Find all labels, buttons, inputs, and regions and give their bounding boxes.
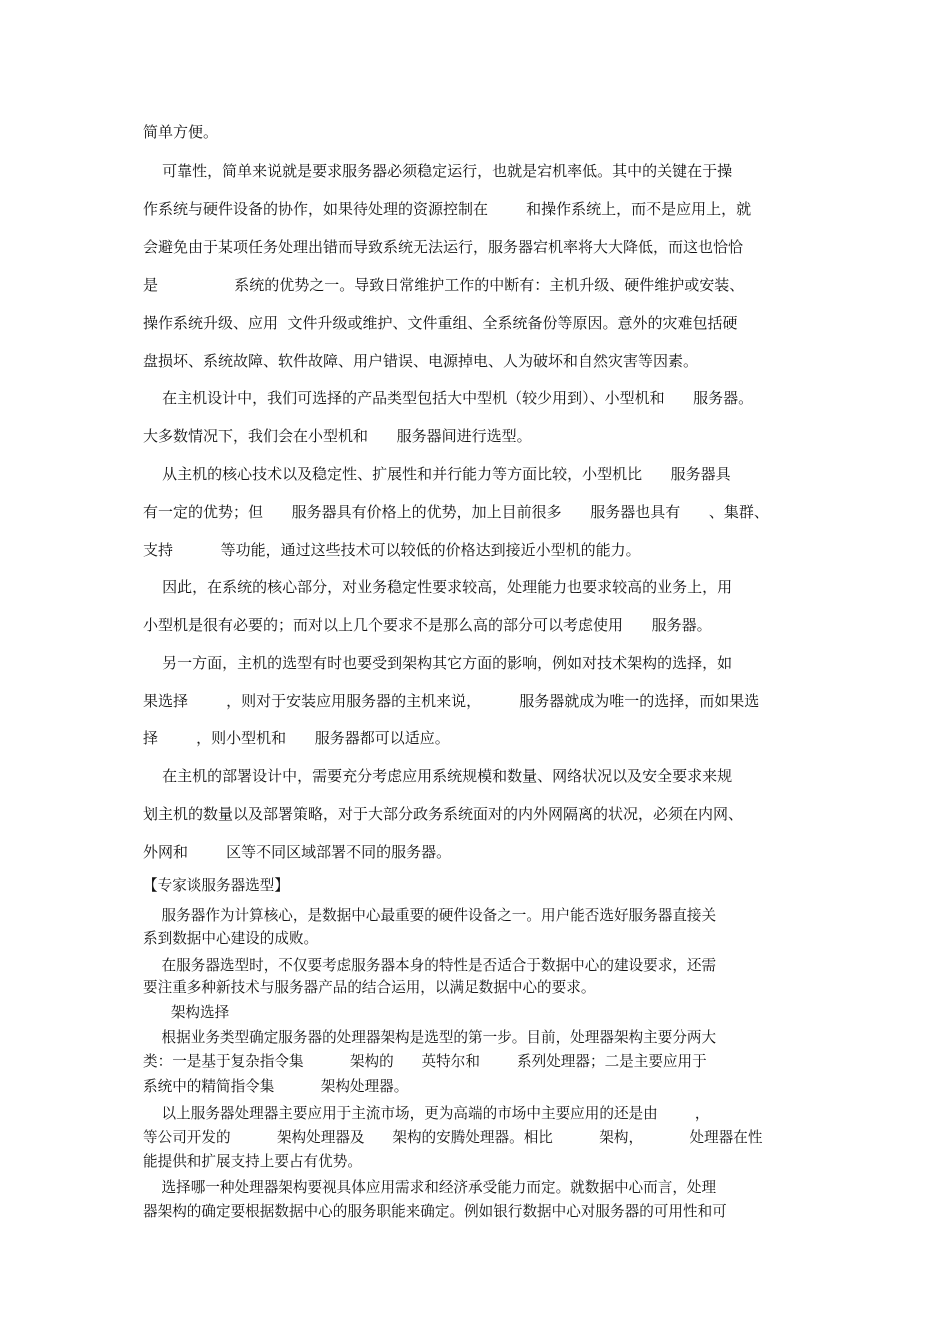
text-line: 大多数情况下，我们会在小型机和 服务器间进行选型。: [143, 427, 532, 445]
text-line: 作系统与硬件设备的协作，如果待处理的资源控制在 和操作系统上，而不是应用上，就: [143, 200, 752, 218]
text-line: 系到数据中心建设的成败。: [143, 930, 319, 947]
text-line: 要注重多种新技术与服务器产品的结合运用，以满足数据中心的要求。: [143, 979, 596, 996]
text-line: 有一定的优势；但 服务器具有价格上的优势，加上目前很多 服务器也具有 、集群、: [143, 503, 769, 521]
text-line: 可靠性，简单来说就是要求服务器必须稳定运行，也就是宕机率低。其中的关键在于操: [143, 162, 733, 180]
text-line: 会避免由于某项任务处理出错而导致系统无法运行，服务器宕机率将大大降低，而这也恰恰: [143, 238, 744, 256]
text-line: 另一方面，主机的选型有时也要受到架构其它方面的影响，例如对技术架构的选择，如: [143, 654, 733, 672]
text-line: 系统中的精简指令集 架构处理器。: [143, 1078, 409, 1095]
text-line: 因此，在系统的核心部分，对业务稳定性要求较高，处理能力也要求较高的业务上，用: [143, 578, 733, 596]
text-line: 操作系统升级、应用 文件升级或维护、文件重组、全系统备份等原因。意外的灾难包括硬: [143, 314, 738, 332]
text-line: 小型机是很有必要的；而对以上几个要求不是那么高的部分可以考虑使用 服务器。: [143, 616, 712, 634]
text-line: 盘损坏、系统故障、软件故障、用户错误、电源掉电、人为破坏和自然灾害等因素。: [143, 352, 699, 370]
text-line: 择 ，则小型机和 服务器都可以适应。: [143, 729, 450, 747]
text-line: 简单方便。: [143, 123, 219, 141]
text-line: 根据业务类型确定服务器的处理器架构是选型的第一步。目前，处理器架构主要分两大: [143, 1029, 717, 1046]
section-heading: 【专家谈服务器选型】: [143, 877, 289, 894]
text-line: 外网和 区等不同区域部署不同的服务器。: [143, 843, 452, 861]
text-line: 支持 等功能，通过这些技术可以较低的价格达到接近小型机的能力。: [143, 541, 641, 559]
text-line: 是 系统的优势之一。导致日常维护工作的中断有：主机升级、硬件维护或安装、: [143, 276, 745, 294]
text-line: 在服务器选型时，不仅要考虑服务器本身的特性是否适合于数据中心的建设要求，还需: [143, 957, 717, 974]
text-line: 在主机的部署设计中，需要充分考虑应用系统规模和数量、网络状况以及安全要求来规: [143, 767, 733, 785]
text-line: 能提供和扩展支持上要占有优势。: [143, 1153, 362, 1170]
text-line: 在主机设计中，我们可选择的产品类型包括大中型机（较少用到）、小型机和 服务器。: [143, 389, 754, 407]
text-line: 等公司开发的 架构处理器及 架构的安腾处理器。相比 架构， 处理器在性: [143, 1129, 763, 1146]
text-line: 器架构的确定要根据数据中心的服务职能来确定。例如银行数据中心对服务器的可用性和可: [143, 1203, 727, 1220]
text-line: 以上服务器处理器主要应用于主流市场，更为高端的市场中主要应用的还是由 ，: [143, 1105, 710, 1122]
text-line: 类：一是基于复杂指令集 架构的 英特尔和 系列处理器；二是主要应用于: [143, 1053, 707, 1070]
text-line: 划主机的数量以及部署策略，对于大部分政务系统面对的内外网隔离的状况，必须在内网、: [143, 805, 744, 823]
text-line: 果选择 ，则对于安装应用服务器的主机来说， 服务器就成为唯一的选择，而如果选: [143, 692, 760, 710]
subsection-heading: 架构选择: [143, 1004, 230, 1021]
text-line: 服务器作为计算核心，是数据中心最重要的硬件设备之一。用户能否选好服务器直接关: [143, 907, 717, 924]
text-line: 选择哪一种处理器架构要视具体应用需求和经济承受能力而定。就数据中心而言，处理: [143, 1179, 717, 1196]
text-line: 从主机的核心技术以及稳定性、扩展性和并行能力等方面比较，小型机比 服务器具: [143, 465, 731, 483]
